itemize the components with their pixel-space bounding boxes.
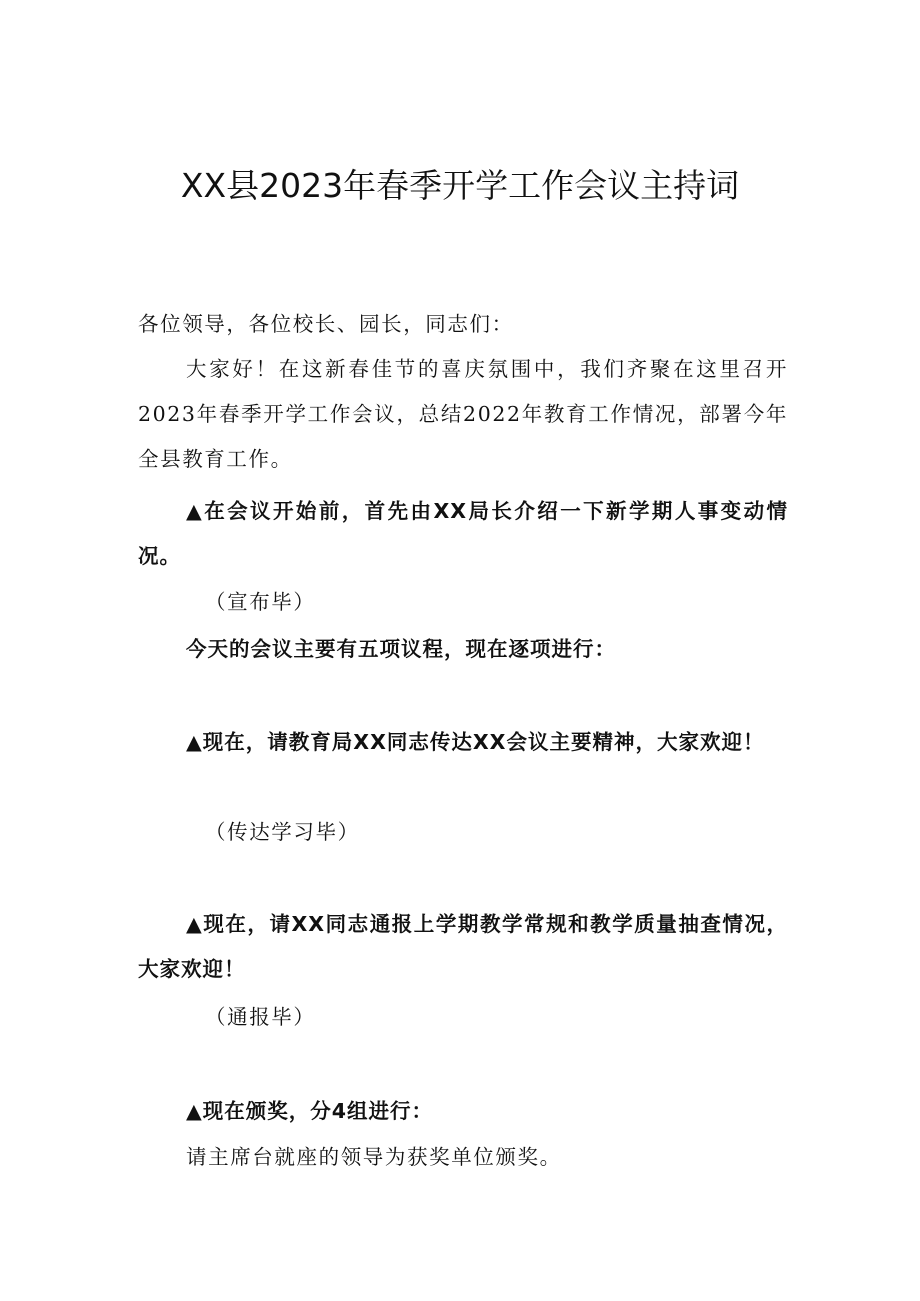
note-1: （宣布毕） xyxy=(205,590,316,614)
agenda-item-4 xyxy=(186,1089,786,1134)
agenda-item-3 xyxy=(138,902,788,992)
agenda-item-2-text: 现在，请教育局XX同志传达XX会议主要精神，大家欢迎！ xyxy=(202,730,765,754)
triangle-icon: ▲ xyxy=(186,499,205,523)
agenda-item-1 xyxy=(138,489,788,579)
agenda-item-3-text: 现在，请XX同志通报上学期教学常规和教学质量抽查情况，大家欢迎！ xyxy=(138,912,789,981)
triangle-icon: ▲ xyxy=(186,1099,203,1123)
note-2: （传达学习毕） xyxy=(205,820,360,844)
salutation: 各位领导，各位校长、园长，同志们： xyxy=(138,312,514,336)
opening-paragraph: 大家好！在这新春佳节的喜庆氛围中，我们齐聚在这里召开2023年春季开学工作会议，总结2022年教育工作情况，部署今年全县教育工作。 xyxy=(138,357,788,471)
note-3: （通报毕） xyxy=(205,1005,316,1029)
agenda-item-2 xyxy=(138,720,788,765)
triangle-icon: ▲ xyxy=(186,730,203,754)
agenda-item-1-text: 在会议开始前，首先由XX局长介绍一下新学期人事变动情况。 xyxy=(138,499,789,568)
agenda-intro: 今天的会议主要有五项议程，现在逐项进行： xyxy=(186,637,616,661)
agenda-item-4-text: 现在颁奖，分4组进行： xyxy=(202,1099,434,1123)
award-instruction: 请主席台就座的领导为获奖单位颁奖。 xyxy=(186,1145,562,1169)
triangle-icon: ▲ xyxy=(186,912,204,936)
page-title: XX县2023年春季开学工作会议主持词 xyxy=(180,166,740,205)
